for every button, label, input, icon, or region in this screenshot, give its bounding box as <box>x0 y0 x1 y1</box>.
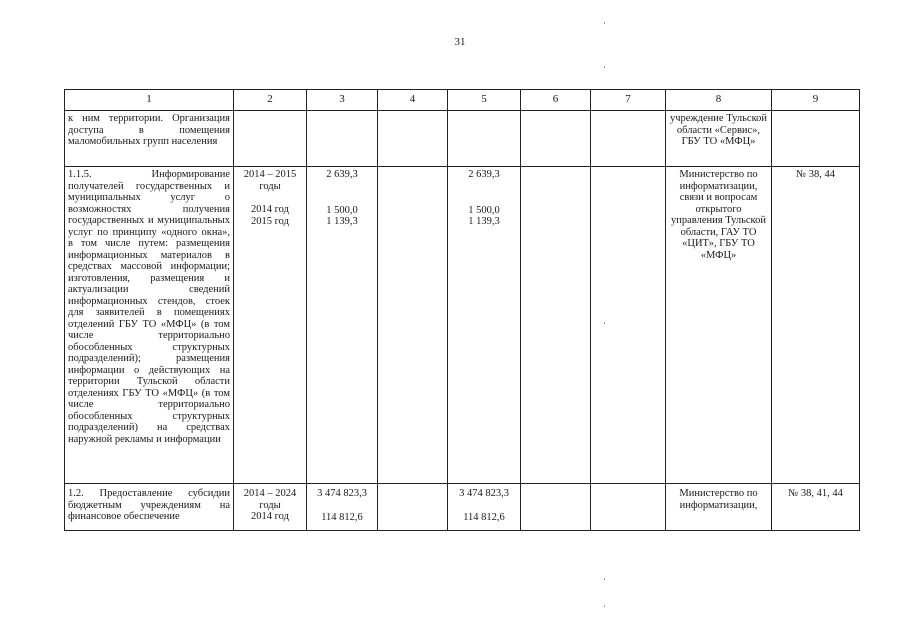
regional-budget-cell <box>448 111 521 167</box>
local-budget-cell <box>521 167 591 484</box>
header-col-3: 3 <box>307 90 378 111</box>
federal-budget-cell <box>378 484 448 531</box>
header-col-2: 2 <box>234 90 307 111</box>
year-amount: 1 139,3 <box>326 216 358 227</box>
total-amount: 2 639,3 <box>468 169 500 180</box>
total-amount: 2 639,3 <box>326 169 358 180</box>
table-row <box>65 484 860 531</box>
year-amount: 114 812,6 <box>321 511 363 523</box>
table-header-row <box>65 90 860 111</box>
period-cell <box>234 111 307 167</box>
period-cell <box>234 167 307 484</box>
other-sources-cell <box>591 111 666 167</box>
header-col-4: 4 <box>378 90 448 111</box>
year-amount: 114 812,6 <box>463 511 505 523</box>
header-col-9: 9 <box>772 90 860 111</box>
activity-description: 1.1.5. Информирование получателей государственных и муниципальных услуг о возможностях получения государственных и муниципальных услуг по принципу «одного окна», в том числе путем: размещения информационных материалов в средствах массовой информации; изготовления, размещения и актуализации сведений информационных стендов, стоек для заявителей в помещениях отделений ГБУ ТО «МФЦ» (в том числе территориально обособленных структурных подразделений); размещения информации о действующих на территории Тульской области отделениях ГБУ ТО «МФЦ» (в том числе территориально обособленных структурных подразделений) на средствах наружной рекламы и информации <box>65 167 234 484</box>
total-cell <box>307 484 378 531</box>
page-number: 31 <box>454 36 466 48</box>
period-range: 2014 – 2015 годы <box>243 169 297 192</box>
period-range: 2014 – 2024 годы <box>243 488 297 511</box>
header-col-8: 8 <box>666 90 772 111</box>
year-amount: 1 139,3 <box>468 216 500 227</box>
period-year: 2014 год <box>251 511 289 522</box>
responsible-executor: учреждение Тульской области «Сервис», ГБУ ТО «МФЦ» <box>666 111 772 167</box>
scan-speck <box>604 66 605 68</box>
header-col-7: 7 <box>591 90 666 111</box>
period-year: 2014 год <box>251 204 289 215</box>
federal-budget-cell <box>378 111 448 167</box>
regional-budget-cell <box>448 167 521 484</box>
activity-description: к ним территории. Организация доступа в помещения маломобильных групп населения <box>65 111 234 167</box>
total-amount: 3 474 823,3 <box>459 488 509 499</box>
indicator-ref-cell <box>772 111 860 167</box>
activity-description: 1.2. Предоставление субсидии бюджетным учреждениям на финансовое обеспечение <box>65 484 234 531</box>
indicator-ref: № 38, 44 <box>772 167 860 484</box>
federal-budget-cell <box>378 167 448 484</box>
year-amount: 1 500,0 <box>326 204 358 216</box>
scan-speck <box>604 578 605 580</box>
indicator-ref: № 38, 41, 44 <box>772 484 860 531</box>
header-col-5: 5 <box>448 90 521 111</box>
total-cell <box>307 111 378 167</box>
scan-speck <box>604 605 605 607</box>
table-row <box>65 167 860 484</box>
header-col-6: 6 <box>521 90 591 111</box>
responsible-executor: Министерство по информатизации, связи и вопросам открытого управления Тульской области, ГАУ ТО «ЦИТ», ГБУ ТО «МФЦ» <box>666 167 772 484</box>
scan-speck <box>604 22 605 24</box>
other-sources-cell <box>591 484 666 531</box>
program-activities-table <box>64 89 860 531</box>
regional-budget-cell <box>448 484 521 531</box>
total-amount: 3 474 823,3 <box>317 488 367 499</box>
scan-speck <box>604 322 605 324</box>
responsible-executor: Министерство по информатизации, <box>666 484 772 531</box>
header-col-1: 1 <box>65 90 234 111</box>
local-budget-cell <box>521 484 591 531</box>
other-sources-cell <box>591 167 666 484</box>
total-cell <box>307 167 378 484</box>
local-budget-cell <box>521 111 591 167</box>
table-row <box>65 111 860 167</box>
period-cell <box>234 484 307 531</box>
period-year: 2015 год <box>251 215 289 227</box>
year-amount: 1 500,0 <box>468 204 500 216</box>
